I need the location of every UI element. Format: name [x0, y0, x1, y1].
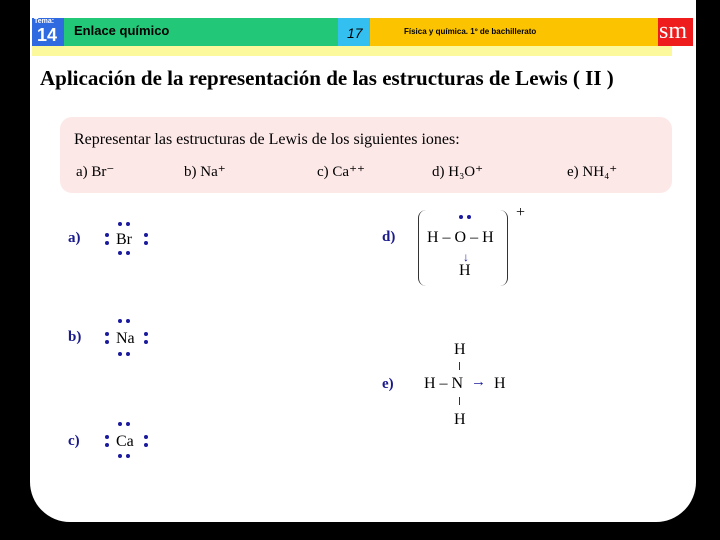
tema-number: 14 — [37, 25, 58, 45]
answer-d-row: H – O – H — [427, 229, 494, 246]
answer-e-label: e) — [382, 376, 394, 392]
bond-line — [459, 362, 460, 370]
arrow-down-icon: ↓ — [463, 250, 469, 264]
slide — [30, 0, 696, 522]
page-box — [338, 18, 370, 46]
answer-e-top: H — [454, 341, 466, 358]
answer-e-bottom: H — [454, 411, 466, 428]
answer-d-charge: + — [516, 204, 526, 221]
prompt-box — [60, 117, 672, 193]
answer-b-label: b) — [68, 329, 82, 345]
logo-text: sm — [659, 18, 688, 44]
answer-a-symbol: Br — [116, 231, 132, 248]
course-title: Física y química. 1º de bachillerato — [404, 27, 537, 36]
arrow-right-icon: → — [471, 374, 486, 390]
bond-line — [459, 397, 460, 405]
ion-d: d) H₃O⁺ — [432, 164, 484, 180]
tema-badge — [32, 18, 64, 46]
yellow-strip — [32, 46, 672, 56]
page-title: Aplicación de la representación de las estructuras de Lewis ( II ) — [40, 66, 614, 90]
tema-label: Tema: — [34, 18, 55, 25]
answer-b-symbol: Na — [116, 330, 135, 347]
answer-c-label: c) — [68, 433, 80, 449]
answer-e-row: H – N — [424, 375, 464, 392]
lone-pair-dot — [459, 215, 463, 219]
lone-pair-dot — [467, 215, 471, 219]
topic-bar — [64, 18, 338, 46]
answer-e-right: H — [494, 375, 506, 392]
answer-c-symbol: Ca — [116, 433, 134, 450]
ion-a: a) Br⁻ — [76, 164, 115, 180]
course-bar — [370, 18, 658, 46]
answer-d-label: d) — [382, 229, 396, 245]
page-number: 17 — [347, 25, 363, 41]
answer-d-bottom: H — [459, 262, 471, 279]
sm-logo — [658, 18, 693, 46]
prompt-text: Representar las estructuras de Lewis de los siguientes iones: — [74, 131, 460, 148]
ion-e: e) NH₄⁺ — [567, 164, 618, 180]
topic-title: Enlace químico — [74, 23, 170, 38]
ion-b: b) Na⁺ — [184, 164, 226, 180]
ion-c: c) Ca⁺⁺ — [317, 164, 365, 180]
answer-a-label: a) — [68, 230, 81, 246]
